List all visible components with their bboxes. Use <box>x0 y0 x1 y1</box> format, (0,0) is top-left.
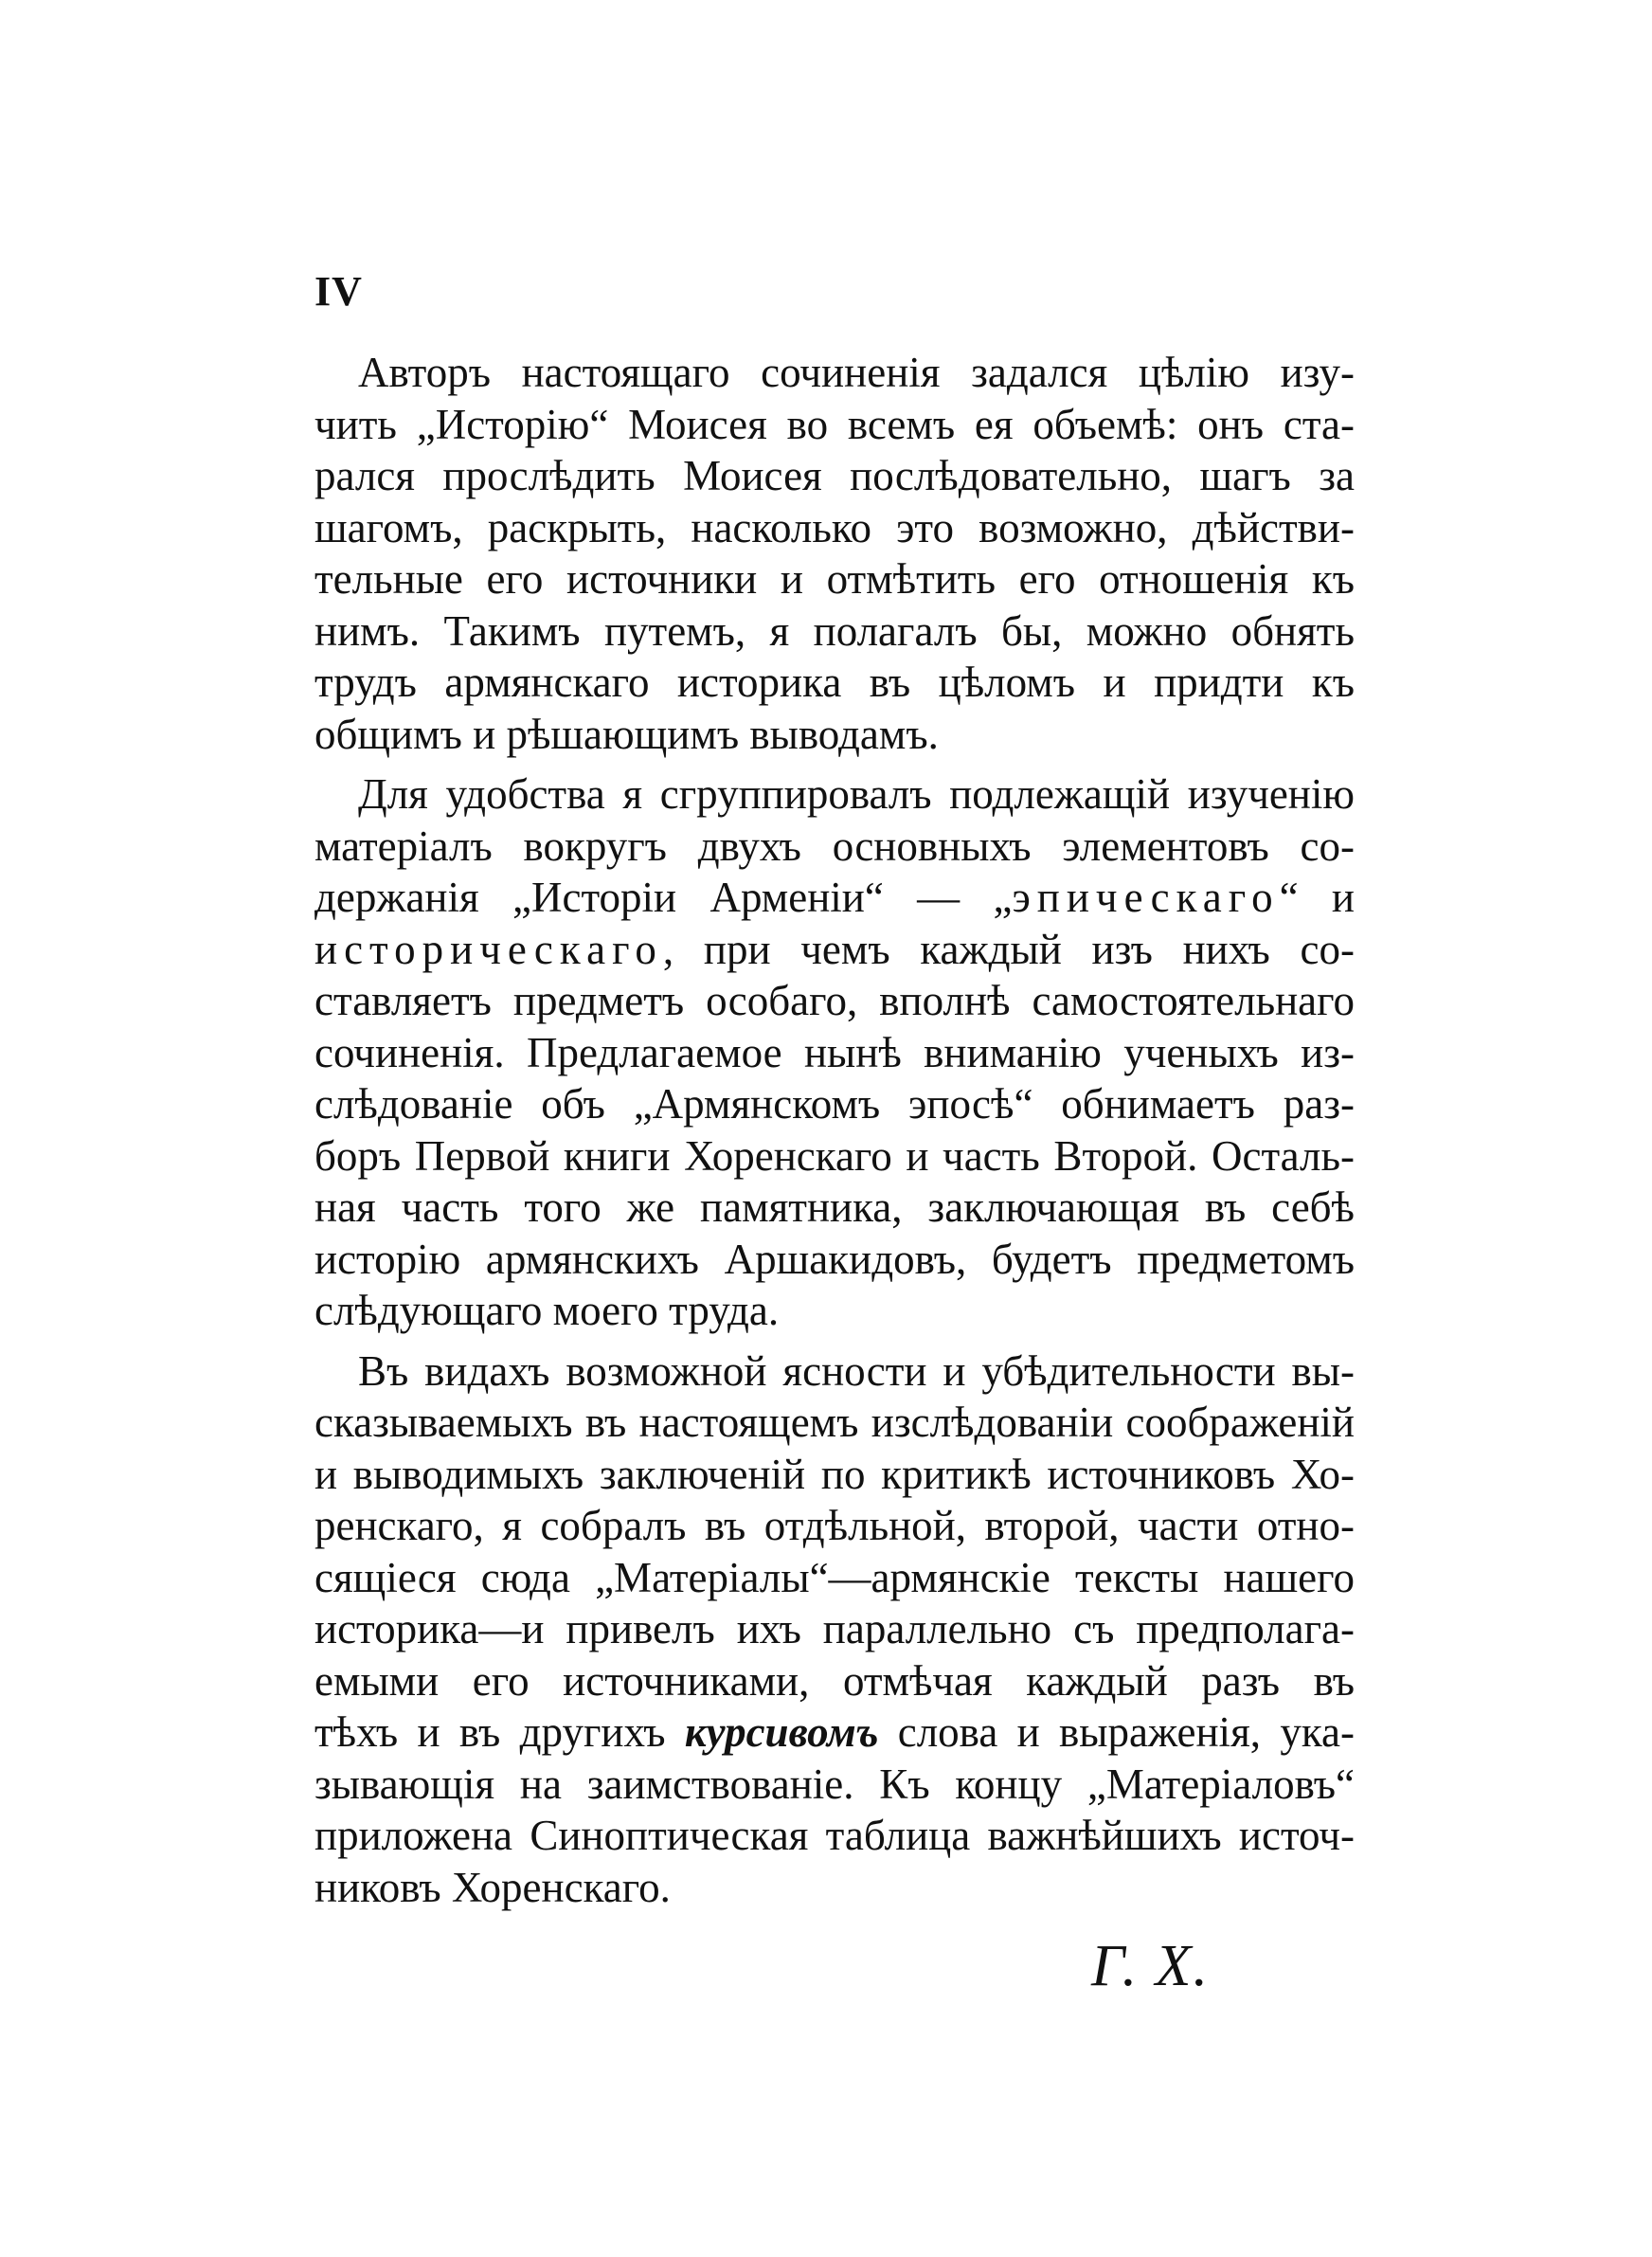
text-line: ренскаго, я собралъ въ отдѣльной, второй, части отно- <box>314 1502 1355 1549</box>
paragraph-2 <box>314 768 1355 1337</box>
text-line: сказываемыхъ въ настоящемъ изслѣдованіи соображеній <box>314 1399 1355 1446</box>
text-run: “ и <box>1279 874 1355 921</box>
spaced-text-run: эпическаго <box>1012 874 1280 921</box>
text-line: трудъ армянскаго историка въ цѣломъ и придти къ <box>314 659 1355 706</box>
text-line: сочиненія. Предлагаемое нынѣ вниманію ученыхъ из- <box>314 1028 1355 1076</box>
text-line: чить „Исторію“ Моисея во всемъ ея объемѣ: онъ ста- <box>314 400 1355 448</box>
text-line: историка—и привелъ ихъ параллельно съ предполага- <box>314 1605 1355 1652</box>
text-line: слѣдующаго моего труда. <box>314 1287 780 1334</box>
text-line: никовъ Хоренскаго. <box>314 1863 671 1911</box>
text-line: шагомъ, раскрыть, насколько это возможно, дѣйстви- <box>314 503 1355 551</box>
body-text <box>314 347 1355 1922</box>
text-line: матеріалъ вокругъ двухъ основныхъ элементовъ со- <box>314 822 1355 870</box>
author-signature: Г. Х. <box>1091 1934 1210 1998</box>
text-line: сящіеся сюда „Матеріалы“—армянскіе тексты нашего <box>314 1553 1355 1601</box>
text-run: , при чемъ каждый изъ нихъ со- <box>662 925 1355 973</box>
text-line: ставляетъ предметъ особаго, вполнѣ самостоятельнаго <box>314 977 1355 1024</box>
text-line: рался прослѣдить Моисея послѣдовательно, шагъ за <box>314 452 1355 499</box>
text-line: ная часть того же памятника, заключающая въ себѣ <box>314 1183 1355 1231</box>
text-line: Въ видахъ возможной ясности и убѣдительности вы- <box>358 1346 1355 1395</box>
spaced-text-run: историческаго <box>314 925 663 973</box>
text-line <box>314 872 1355 924</box>
text-line: емыми его источниками, отмѣчая каждый разъ въ <box>314 1656 1355 1705</box>
text-line <box>314 1706 1355 1759</box>
text-line <box>314 924 1355 976</box>
text-run: держанія „Исторіи Арменіи“ — „ <box>314 874 1013 921</box>
text-line: Для удобства я сгруппировалъ подлежащій изученію <box>358 770 1355 818</box>
text-line: и выводимыхъ заключеній по критикѣ источниковъ Хо- <box>314 1450 1355 1498</box>
text-line: зывающія на заимствованіе. Къ концу „Матеріаловъ“ <box>314 1760 1355 1808</box>
text-line: Авторъ настоящаго сочиненія задался цѣлію изу- <box>358 349 1355 396</box>
italic-text-run: курсивомъ <box>684 1708 879 1756</box>
text-line: общимъ и рѣшающимъ выводамъ. <box>314 710 939 758</box>
text-line: нимъ. Такимъ путемъ, я полагалъ бы, можно обнять <box>314 606 1355 655</box>
paragraph-3 <box>314 1345 1355 1914</box>
paragraph-1 <box>314 347 1355 760</box>
text-line: боръ Первой книги Хоренскаго и часть Второй. Осталь- <box>314 1131 1355 1180</box>
page-number: IV <box>314 268 363 315</box>
text-run: тѣхъ и въ другихъ <box>314 1708 685 1756</box>
text-run: слова и выраженія, ука- <box>878 1708 1355 1756</box>
text-line: приложена Синоптическая таблица важнѣйшихъ источ- <box>314 1812 1355 1859</box>
text-line: исторію армянскихъ Аршакидовъ, будетъ предметомъ <box>314 1235 1355 1283</box>
text-line: слѣдованіе объ „Армянскомъ эпосѣ“ обнимаетъ раз- <box>314 1080 1355 1128</box>
text-line: тельные его источники и отмѣтить его отношенія къ <box>314 555 1355 603</box>
